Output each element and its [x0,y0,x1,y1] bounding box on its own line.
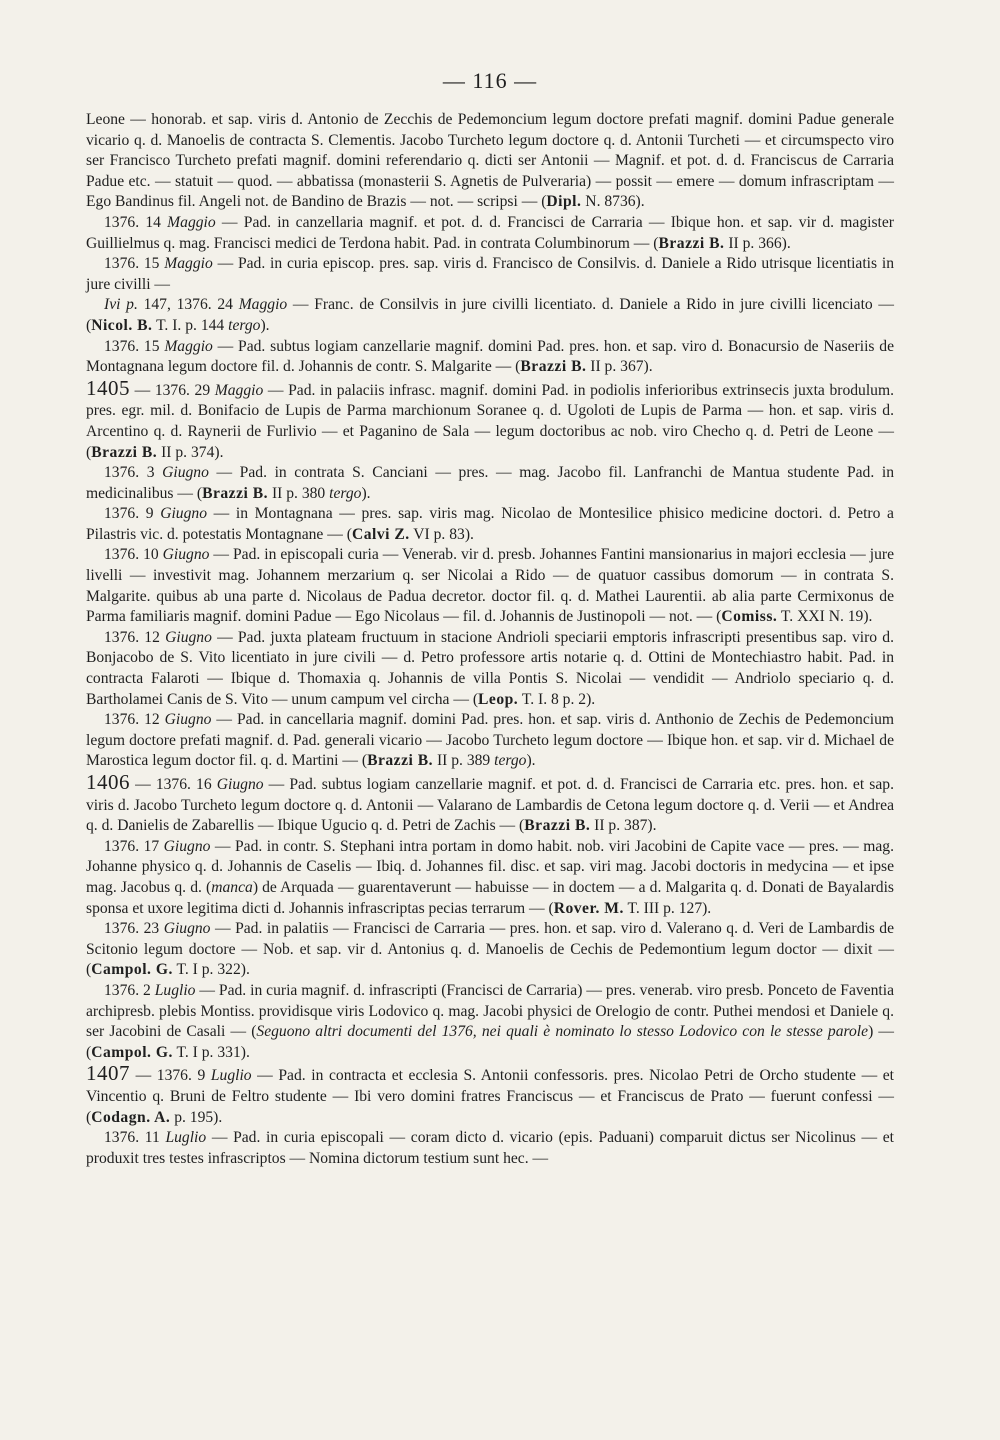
text-segment: 1376. 10 [104,546,163,564]
text-segment: 1376. 9 [104,505,161,523]
paragraph [86,337,894,378]
italic-text: Giugno [163,920,211,938]
paragraph [86,504,894,545]
document-number: 1405 [86,375,130,400]
text-segment: — Pad. juxta plateam fructuum in stacione Andrioli speciarii emptoris infrascripti presentibus sap. viro d. Bonjacobo de S. Vito licentiato in jure civili — d. Petro professore artis notarie q. d. Ottini de Montechiastro habit. Pad. in contracta Falaroti — Ibique d. Thomaxia q. Johannis de villa Pontis S. Nicolai — vendidit — Andriolo speciario q. d. Bartholamei Canis de S. Vito — unum campum vel circha — ( [86,628,894,708]
text-segment: — Pad. in contrata S. Canciani — pres. — mag. Jacobo fil. Lanfranchi de Mantua studente Pad. in medicinalibus — ( [86,464,894,502]
source-reference: Brazzi B. [658,234,725,252]
text-segment: — in Montagnana — pres. sap. viris mag. Nicolao de Montesilice phisico medicine doctori. d. Petro a Pilastris vic. d. potestatis Montagnane — ( [86,505,894,543]
document-body [86,110,894,1169]
text-segment: T. I. p. 144 [152,316,229,334]
paragraph [86,981,894,1063]
text-segment: — Pad. in episcopali curia — Venerab. vir d. presb. Johannes Fantini mansionarius in majori ecclesia — jure livelli — investivit mag. Johannem merzarium q. ser Nicolai a Rido — de quatuor cassibus domorum — in contrata S. Malgarite. quibus ab una parte d. Nicolaus de Padua decretor. doctor fil. q. d. Mathei Laurentii. ab alia parte Cermixonus de Parma familiaris magnif. domini Padue — Ego Nicolaus — fil. d. Johannis de Justinopoli — not. — ( [86,546,894,626]
text-segment: — Franc. de Consilvis in jure civilli licentiato. d. Daniele a Rido in jure civilli licenciato — ( [86,296,894,334]
text-segment: — 1376. 9 [130,1067,211,1085]
source-reference: Brazzi B. [520,358,587,376]
text-segment: — Pad. in curia episcopali — coram dicto d. vicario (epis. Paduani) comparuit dictus ser Nicolinus — et produxit tres testes infrascriptos — Nomina dictorum testium sunt hec. — [86,1129,894,1167]
italic-text: Maggio [238,296,288,314]
text-segment: II p. 387). [590,817,657,835]
text-segment: — Pad. in contracta et ecclesia S. Antonii confessoris. pres. Nicolao Petri de Orcho studente — et Vincentio q. Bruni de Feltro studente — Ibi vero domini fratres Franciscus — et Franciscus de Prato — fuerunt confessi — ( [86,1067,895,1126]
source-reference: Brazzi B. [367,752,434,770]
text-segment: Leone — honorab. et sap. viris d. Antonio de Zecchis de Pedemoncium legum doctore prefati magnif. domini Padue generale vicario q. d. Manoelis de contracta S. Clementis. Jacobo Turcheto legum doctore q. d. Antonii Turcheti — et circumspecto viro ser Francisco Turcheto prefati magnif. domini referendario q. dicti ser Antonii — Magnif. et pot. d. d. Franciscus de Carraria Padue etc. — statuit — quod. — abbatissa (monasterii S. Agnetis de Pulveraria) — possit — emere — domum infrascriptam — Ego Bandinus fil. Angeli not. de Bandino de Brazis — not. — scripsi — ( [86,111,894,211]
text-segment: 1376. 15 [104,255,165,273]
italic-text: Luglio [154,981,196,999]
text-segment: — Pad. in canzellaria magnif. et pot. d. d. Francisci de Carraria — Ibique hon. et sap. vir d. magister Guillielmus q. mag. Francisci medici de Terdona habit. Pad. in contrata Columbinorum — ( [86,213,894,252]
italic-text: manca [211,878,253,896]
paragraph [86,1128,894,1169]
source-reference: Calvi Z. [351,525,410,543]
text-segment: 1376. 15 [104,337,165,355]
document-number: 1406 [86,770,130,794]
text-segment: N. 8736). [581,193,645,211]
italic-text: Luglio [165,1129,207,1147]
source-reference: Leop. [478,690,519,708]
italic-text: Maggio [164,337,213,355]
text-segment: 1376. 14 [104,213,168,231]
italic-text: Giugno [164,711,212,729]
italic-text: Giugno [160,505,207,523]
italic-text: Ivi p. [104,296,138,314]
text-segment: T. I. 8 p. 2). [518,690,596,708]
text-segment: II p. 389 [433,752,495,770]
text-segment: ). [361,484,371,502]
text-segment: T. XXI N. 19). [777,608,873,626]
source-reference: Brazzi B. [202,484,269,502]
italic-text: Giugno [163,837,211,855]
text-segment: II p. 380 [268,484,330,502]
paragraph [86,772,894,837]
text-segment: p. 195). [170,1108,223,1126]
italic-text: Giugno [216,776,264,793]
text-segment: ) — ( [86,1023,895,1061]
text-segment: 1376. 17 [104,837,164,855]
page-number: — 116 — [442,68,538,93]
italic-text: Maggio [167,213,216,231]
paragraph [86,710,894,772]
source-reference: Campol. G. [91,961,173,979]
paragraph [86,545,894,627]
text-segment: 1376. 12 [104,628,166,646]
text-segment: — Pad. in palaciis infrasc. magnif. domini Pad. in podiolis inferioribus extrinsecis juxta brodulum. pres. egr. mil. d. Bonifacio de Lupis de Parma marchionum Soranee q. d. Ugoloti de Lupis de Parma — hon. et sap. viris d. Arcentino q. d. Raynerii de Furlivio — et Paganino de Sala — legum doctoribus ac nob. viro Chechо q. d. Petri de Leone — ( [86,381,895,461]
italic-text: Giugno [162,546,210,564]
source-reference: Campol. G. [91,1043,173,1061]
source-reference: Rover. M. [553,899,624,917]
italic-text: tergo [494,752,527,770]
text-segment: 1376. 11 [104,1129,166,1147]
italic-text: Luglio [210,1067,252,1085]
text-segment: T. I p. 331). [172,1043,250,1061]
paragraph [86,375,895,463]
text-segment: — 1376. 29 [130,381,215,399]
text-segment: — Pad. in palatiis — Francisci de Carraria — pres. hon. et sap. viro d. Valerano q. d. Veri de Lambardis de Scitonio legum doctore — Nob. et sap. vir d. Antonius q. d. Manoelis de Cechis de Pedemontium legum doctor — dixit — ( [86,920,894,979]
paragraph [86,254,894,295]
paragraph [86,463,894,504]
text-segment: — Pad. in curia magnif. d. infrascripti (Francisci de Carraria) — pres. venerab. viro presb. Ponceto de Faventia archipresb. plebis Montiss. providisque viris Lodovico q. mag. Jacobi physici de Orelogio de contr. Puthei mendosi et Daniele q. ser Jacobini de Casali — ( [86,981,894,1041]
italic-text: tergo [228,316,261,334]
text-segment: T. III p. 127). [623,899,712,917]
text-segment: II p. 374). [157,443,224,461]
text-segment: 1376. 2 [104,981,155,999]
italic-text: Maggio [214,381,264,399]
text-segment: II p. 367). [586,358,653,376]
document-number: 1407 [86,1061,130,1086]
text-segment: II p. 366). [724,234,791,252]
source-reference: Comiss. [721,608,778,626]
paragraph [86,628,894,710]
text-segment: 1376. 3 [104,464,163,482]
source-reference: Dipl. [546,193,582,211]
text-segment: VI p. 83). [409,525,474,543]
text-segment: — Pad. in contr. S. Stephani intra portam in domo habit. nob. viri Jacobini de Capite vace — pres. — mag. Johanne physico q. d. Johannis de Caselis — Ibiq. d. Johannes fil. disc. et sap. viri mag. Jacobi doctoris in medycina — et ipse mag. Jacobus q. d. ( [86,837,894,896]
italic-text: Giugno [162,464,209,482]
italic-text: tergo [329,484,362,502]
text-segment: 1376. 23 [104,920,164,938]
paragraph [86,110,894,213]
italic-text: Giugno [165,628,212,646]
text-segment: — Pad. in cancellaria magnif. domini Pad. pres. hon. et sap. viris d. Anthonio de Zechis de Pedemoncium legum doctore prefati magnif. d. Pad. generali vicario — Jacobo Turcheto legum doctore — Ibique hon. et sap. vir d. Michael de Marostica legum doctor fil. q. d. Martini — ( [86,711,895,770]
paragraph [86,213,894,254]
source-reference: Nicol. B. [91,316,153,334]
source-reference: Brazzi B. [91,443,158,461]
text-segment: — Pad. in curia episcop. pres. sap. viris d. Francisco de Consilvis. d. Daniele a Rido utrisque licentiatis in jure civilli — [86,255,894,293]
italic-text: Seguono altri documenti del 1376, nei quali è nominato lo stesso Lodovico con le stesse parole [256,1023,869,1041]
text-segment: T. I p. 322). [172,961,250,979]
paragraph [86,1063,894,1128]
paragraph [86,919,894,981]
source-reference: Brazzi B. [524,817,591,835]
paragraph [86,295,894,336]
text-segment: ). [260,316,270,334]
text-segment: ). [526,752,536,770]
text-segment: — Pad. subtus logiam canzellarie magnif. et pot. d. d. Francisci de Carraria etc. pres. hon. et sap. viris d. Jacobo Turcheto legum doctore q. d. Antonii — Valarano de Lambardis de Cetona legum doctore q. d. Verii — et Andrea q. d. Danielis de Zabarellis — Ibique Ugucio q. d. Petri de Zachis — ( [86,776,894,835]
paragraph [86,837,894,919]
text-segment: ) de Arquada — guarentaverunt — habuisse — in doctem — a d. Malgarita q. d. Donati de Bayalardis sponsa et uxore legitima dicti d. Johannis infrascriptas pecias terrarum — ( [86,878,895,917]
text-segment: — Pad. subtus logiam canzellarie magnif. domini Pad. pres. hon. et sap. viro d. Bonacursio de Naseriis de Montagnana legum doctore fil. d. Johannis de contr. S. Malgarite — ( [86,337,894,376]
text-segment: 147, 1376. 24 [137,296,239,314]
italic-text: Maggio [164,255,213,273]
text-segment: 1376. 12 [104,711,165,729]
text-segment: — 1376. 16 [130,776,217,793]
source-reference: Codagn. A. [91,1108,171,1126]
